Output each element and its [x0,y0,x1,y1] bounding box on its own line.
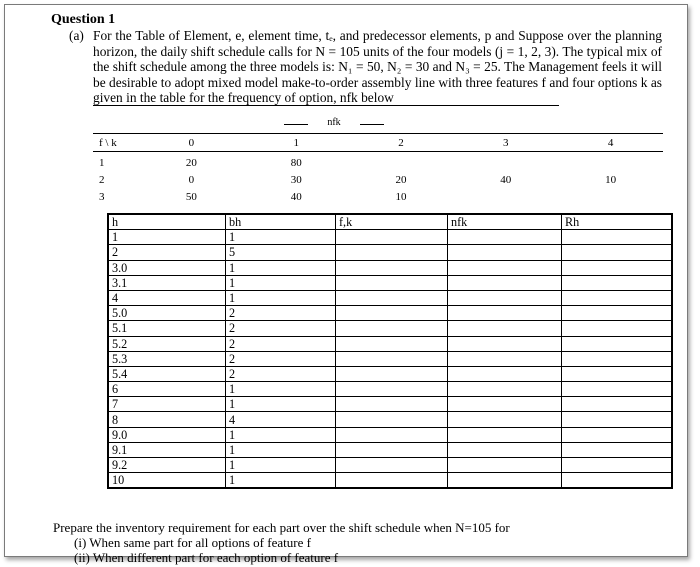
table-row [108,412,672,427]
cell [453,188,558,205]
cell [558,188,663,205]
table-row [108,397,672,412]
cell [336,260,448,275]
cell [448,275,562,290]
instructions [53,520,510,565]
options-header-row [93,134,663,152]
underline-rule [93,105,559,106]
cell: 80 [290,156,302,169]
cell: 9.0 [108,427,226,442]
cell: 5.3 [108,351,226,366]
cell: 1 [226,473,336,489]
table-row [108,473,672,489]
table-row [108,245,672,260]
cell [448,427,562,442]
cell: 2 [226,336,336,351]
cell: 9.1 [108,442,226,457]
cell [562,473,673,489]
table-row [108,366,672,381]
table-row [108,260,672,275]
cell [562,321,673,336]
cell: 0 [188,173,195,186]
table-row [108,275,672,290]
table-row [108,458,672,473]
cell [448,306,562,321]
cell: 7 [108,397,226,412]
cell [448,230,562,245]
header-cell: f,k [336,214,448,230]
cell: 2 [108,245,226,260]
document-page [4,4,688,565]
cell [448,290,562,305]
table-row [108,442,672,457]
cell [336,442,448,457]
header-cell: 2 [349,134,454,152]
cell [562,366,673,381]
cell [448,442,562,457]
cell: 9.2 [108,458,226,473]
cell: 10 [108,473,226,489]
table-row [108,306,672,321]
instruction-item: (i) When same part for all options of feature f [74,535,311,550]
cell [336,473,448,489]
table-row [108,290,672,305]
cell: 2 [226,351,336,366]
cell [453,152,558,172]
cell [448,473,562,489]
parts-requirement-table [107,213,673,489]
cell [336,245,448,260]
cell: 8 [108,412,226,427]
cell [562,290,673,305]
cell [336,336,448,351]
cell [448,321,562,336]
cell [336,458,448,473]
cell [448,397,562,412]
cell [336,397,448,412]
question-text: For the Table of Element, e, element time, tₑ, and predecessor elements, p and Suppose over the planning horizon, the daily shift schedule calls for N = 105 units of the four models (j = 1, 2, 3). The typical mix of the shift schedule among the three models is: N₁ = 50, N₂ = 30 and N₃ = 25. The Management feels it will be desirable to adopt mixed model make-to-order assembly line with three features f and four options k as given in the table for the frequency of option, nfk below [93,28,662,106]
cell: 5.0 [108,306,226,321]
header-cell: h [108,214,226,230]
cell: 1 [226,275,336,290]
cell [336,290,448,305]
part-label: (a) [69,28,84,43]
cell [562,458,673,473]
cell [562,260,673,275]
cell [448,260,562,275]
cell [336,412,448,427]
cell [562,245,673,260]
table-row [93,188,663,205]
cell [562,442,673,457]
cell: 3.0 [108,260,226,275]
cell: 5.4 [108,366,226,381]
cell: 4 [226,412,336,427]
parts-table-body [108,230,672,489]
cell: 5.2 [108,336,226,351]
cell: 20 [185,156,197,169]
table-row [93,171,663,188]
table-row [108,427,672,442]
cell: 50 [185,190,197,203]
cell [562,351,673,366]
cell [562,275,673,290]
cell: 3 [99,190,105,203]
cell: 1 [226,382,336,397]
cell: 2 [226,306,336,321]
cell [562,306,673,321]
cell: 1 [99,156,105,169]
cell: 1 [226,397,336,412]
cell: 2 [226,321,336,336]
cell [349,152,454,172]
cell: 5 [226,245,336,260]
cell [562,336,673,351]
cell: 40 [290,190,302,203]
question-part-a [69,28,662,106]
header-cell: Rh [562,214,673,230]
table-row [108,336,672,351]
table-row [108,230,672,245]
cell [336,275,448,290]
header-cell: 3 [453,134,558,152]
cell: 1 [226,230,336,245]
cell: 30 [290,173,302,186]
question-title: Question 1 [51,12,116,27]
cell [448,366,562,381]
table-row [93,152,663,172]
instruction-item: (ii) When different part for each option of feature f [74,550,339,565]
cell [558,152,663,172]
cell: 6 [108,382,226,397]
header-cell: bh [226,214,336,230]
options-frequency-table [93,133,663,205]
cell: 10 [395,190,407,203]
instruction-line: Prepare the inventory requirement for each part over the shift schedule when N=105 for [53,520,510,535]
cell [448,458,562,473]
cell [336,321,448,336]
cell [336,230,448,245]
table-row [108,382,672,397]
cell [562,382,673,397]
cell: 1 [108,230,226,245]
cell: 2 [226,366,336,381]
cell: 2 [99,173,105,186]
cell [336,427,448,442]
parts-header-row [108,214,672,230]
cell: 40 [500,173,512,186]
cell [336,351,448,366]
cell [336,366,448,381]
cell [448,336,562,351]
nfk-group-header: nfk [284,117,384,128]
table-row [108,351,672,366]
header-cell: 4 [558,134,663,152]
cell [562,427,673,442]
cell [336,382,448,397]
cell: 10 [605,173,617,186]
cell [448,412,562,427]
cell: 1 [226,458,336,473]
cell [448,382,562,397]
cell [562,412,673,427]
cell [562,230,673,245]
cell: 1 [226,260,336,275]
cell [448,245,562,260]
header-cell: nfk [448,214,562,230]
header-cell: 0 [139,134,244,152]
cell [336,306,448,321]
cell: 1 [226,427,336,442]
cell: 3.1 [108,275,226,290]
cell: 4 [108,290,226,305]
cell: 1 [226,442,336,457]
cell [448,351,562,366]
header-cell: f \ k [93,134,139,152]
cell [562,397,673,412]
header-cell: 1 [244,134,349,152]
cell: 20 [395,173,407,186]
cell: 1 [226,290,336,305]
cell: 5.1 [108,321,226,336]
table-row [108,321,672,336]
